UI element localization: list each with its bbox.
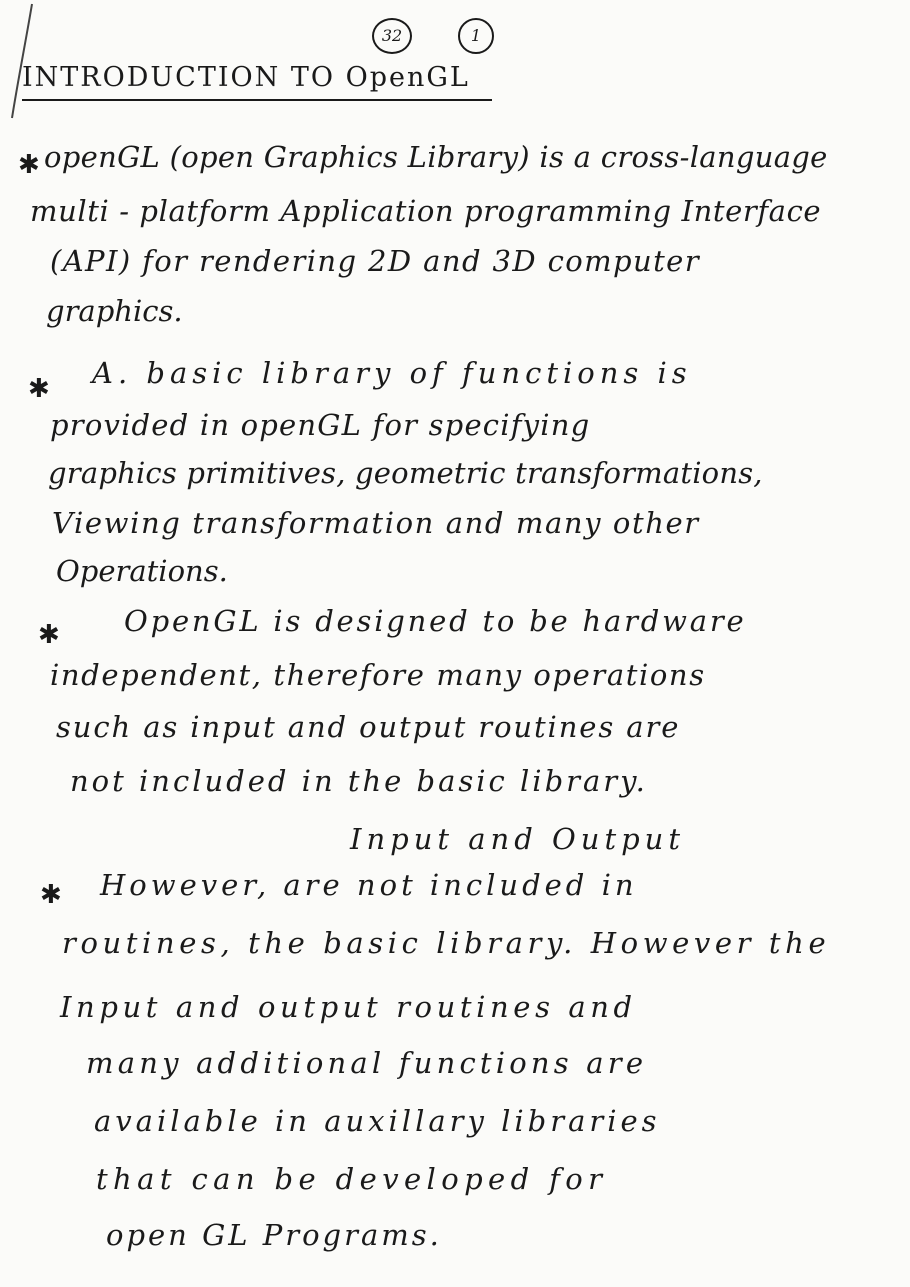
bullet-marker: ✱ xyxy=(28,374,50,404)
margin-line xyxy=(8,0,34,120)
text-line: Input and Output xyxy=(350,822,685,856)
bullet-marker: ✱ xyxy=(38,620,60,650)
page-title: INTRODUCTION TO OpenGL xyxy=(22,62,492,101)
text-line: routines, the basic library. However the xyxy=(62,926,831,960)
text-line: many additional functions are xyxy=(86,1046,648,1080)
text-line: such as input and output routines are xyxy=(56,710,681,744)
text-line: A. basic library of functions is xyxy=(92,356,692,390)
page-number-circled: 32 xyxy=(372,18,412,54)
text-line: available in auxillary libraries xyxy=(94,1104,661,1138)
text-line: Viewing transformation and many other xyxy=(52,506,700,540)
bullet-marker: ✱ xyxy=(40,880,62,910)
text-line: Input and output routines and xyxy=(60,990,637,1024)
bullet-marker: ✱ xyxy=(18,150,40,180)
text-line: provided in openGL for specifying xyxy=(50,408,591,442)
text-line: independent, therefore many operations xyxy=(50,658,706,692)
text-line: not included in the basic library. xyxy=(70,764,648,798)
text-line: Operations. xyxy=(56,554,228,588)
text-line: graphics. xyxy=(46,294,183,328)
text-line: that can be developed for xyxy=(96,1162,608,1196)
text-line: OpenGL is designed to be hardware xyxy=(124,604,747,638)
text-line: However, are not included in xyxy=(100,868,638,902)
text-line: (API) for rendering 2D and 3D computer xyxy=(50,244,700,278)
text-line: openGL (open Graphics Library) is a cross-language xyxy=(44,140,828,174)
text-line: graphics primitives, geometric transformations, xyxy=(48,456,763,490)
sheet-number-circled: 1 xyxy=(458,18,494,54)
text-line: multi - platform Application programming Interface xyxy=(30,194,822,228)
text-line: open GL Programs. xyxy=(106,1218,442,1252)
